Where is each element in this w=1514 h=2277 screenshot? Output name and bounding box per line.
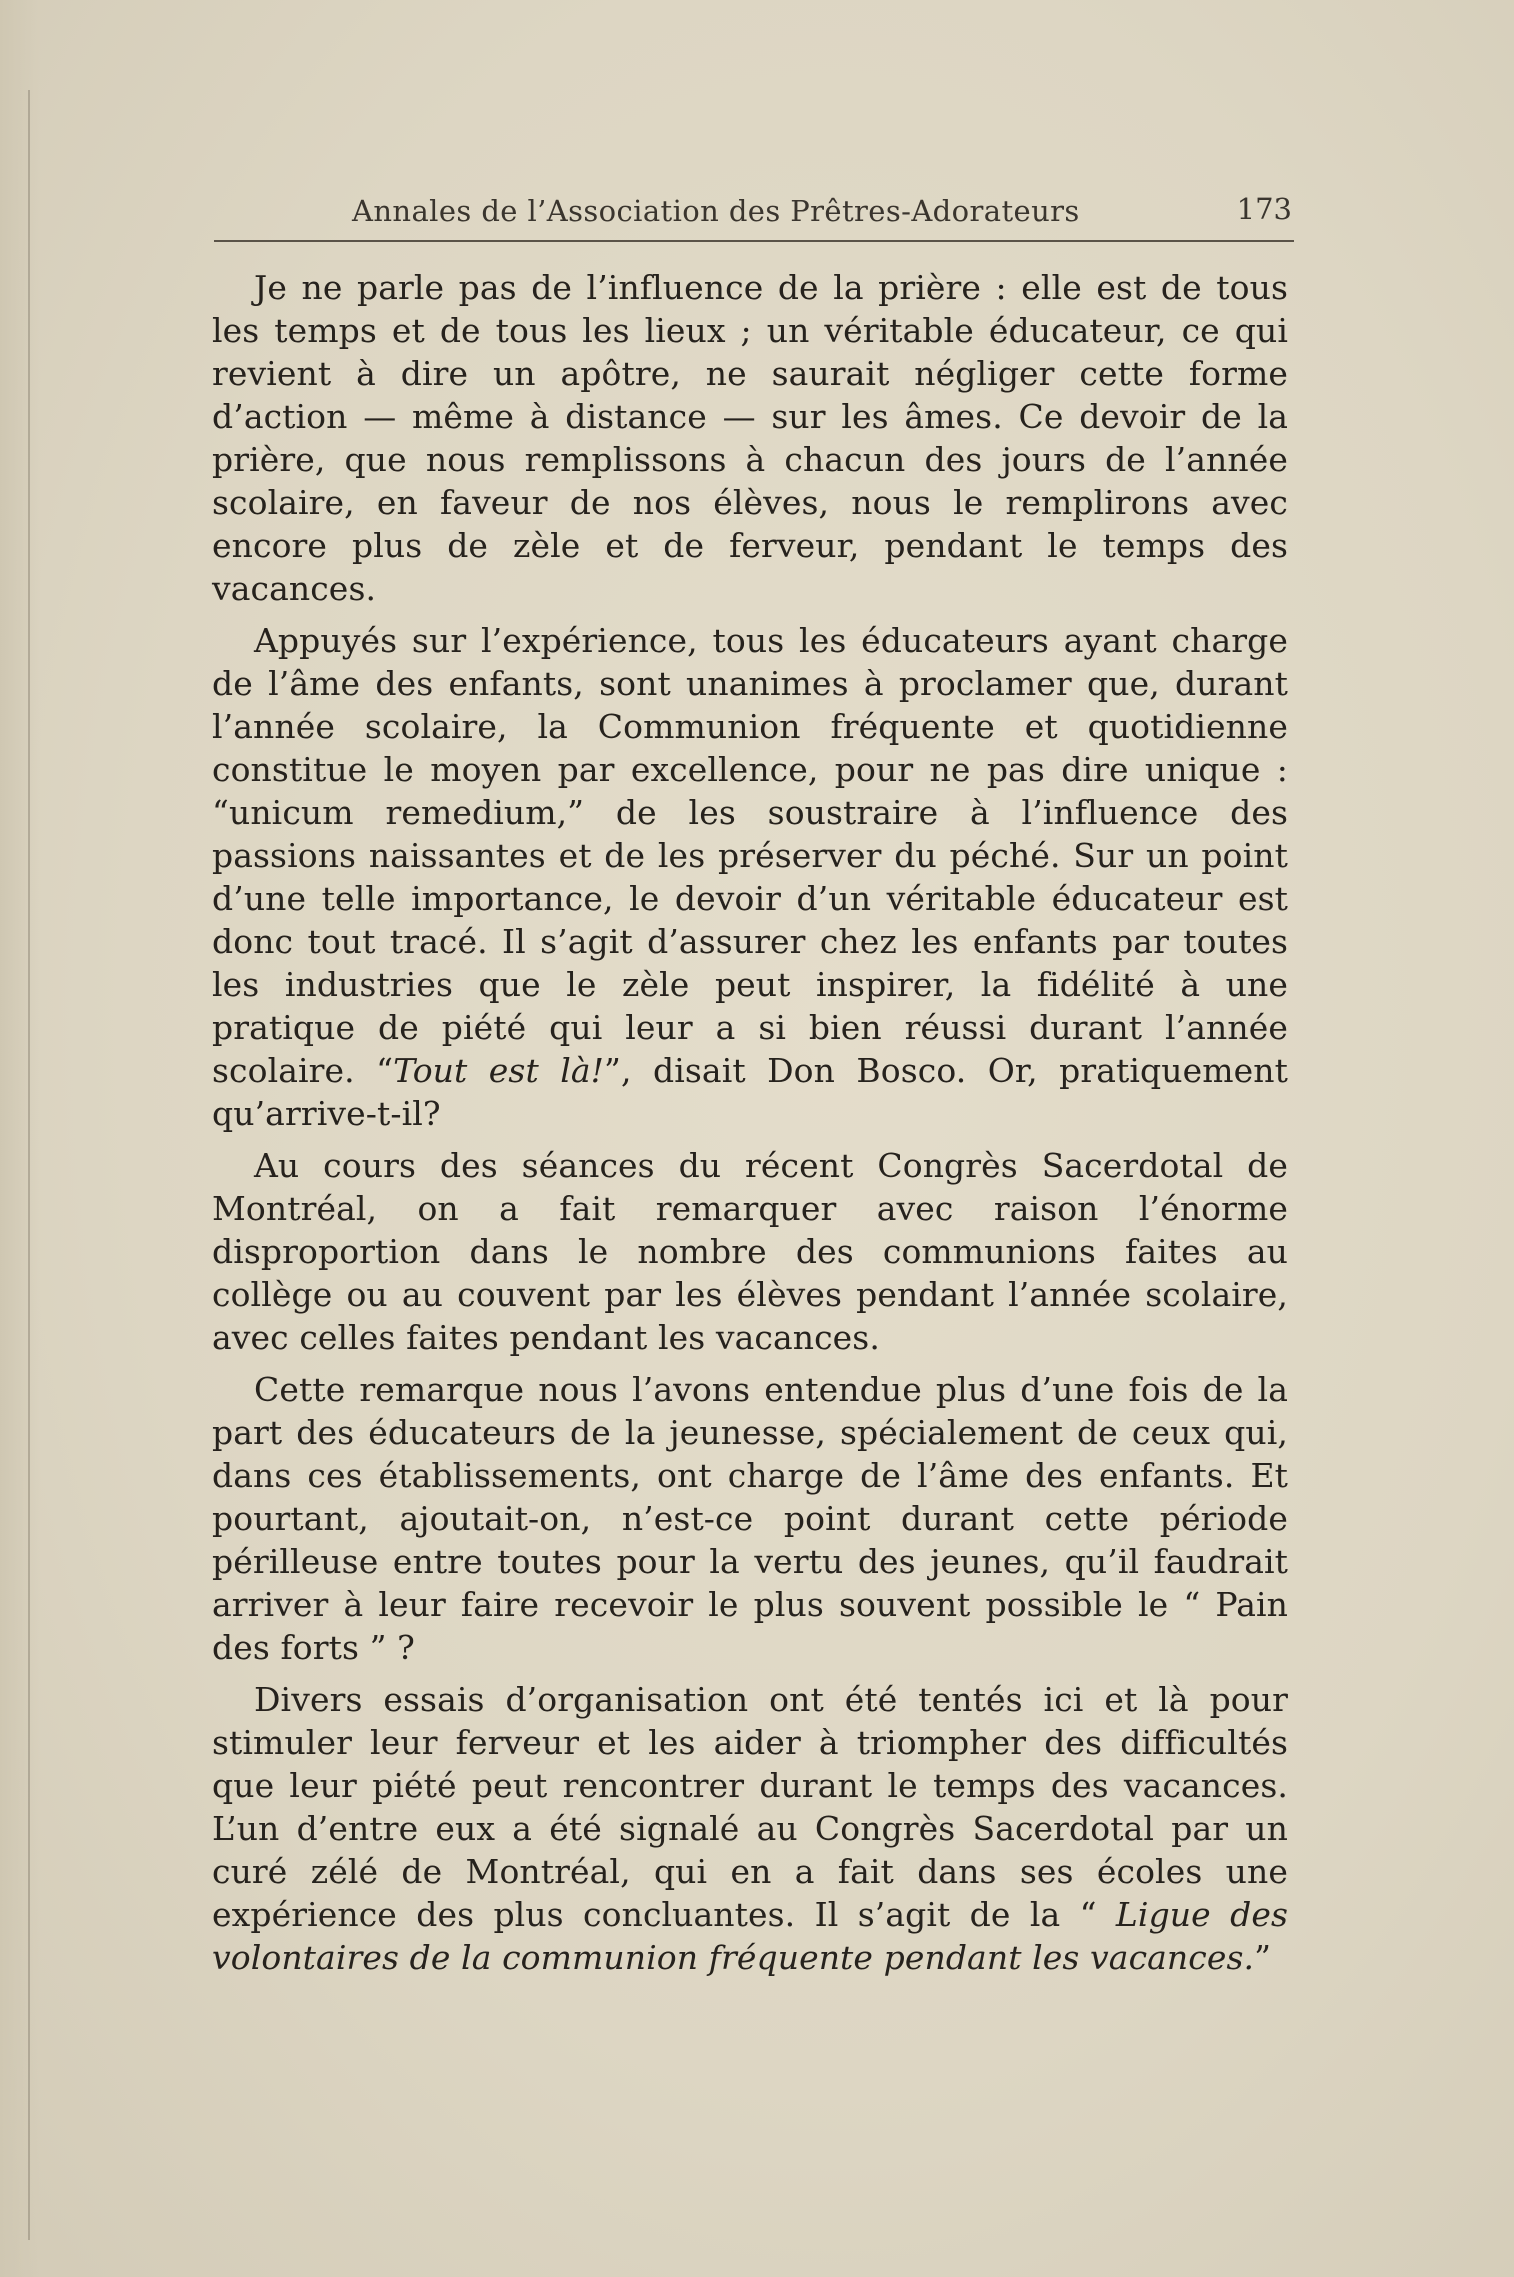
paragraph-3-text: Au cours des séances du récent Congrès Sacerdotal de Montréal, on a fait remarquer avec raison l’énorme disproportion dans le nombre des communions faites au collège ou au couvent par les élèves pendant l’année scolaire, avec celles faites pendant les vacances. [212,1146,1288,1357]
paragraph-3 [212,1144,1288,1359]
header-rule [214,240,1294,242]
paragraph-5-italic-title: Ligue des volontaires de la communion fréquente pendant les vacances. [212,1895,1288,1977]
page-binding-edge [28,90,30,2240]
paragraph-4 [212,1368,1288,1669]
paragraph-1-text: Je ne parle pas de l’influence de la prière : elle est de tous les temps et de tous les lieux ; un véritable éducateur, ce qui revient à dire un apôtre, ne saurait négliger cette forme d’action — même à distance — sur les âmes. Ce devoir de la prière, que nous remplissons à chacun des jours de l’année scolaire, en faveur de nos élèves, nous le remplirons avec encore plus de zèle et de ferveur, pendant le temps des vacances. [212,268,1288,608]
paragraph-5 [212,1678,1288,1979]
paragraph-5-text-after: ” [1254,1938,1272,1977]
paragraph-2-italic-quote: Tout est là! [393,1051,605,1090]
paragraph-2 [212,619,1288,1135]
paragraph-4-text: Cette remarque nous l’avons entendue plus d’une fois de la part des éducateurs de la jeunesse, spécialement de ceux qui, dans ces établissements, ont charge de l’âme des enfants. Et pourtant, ajoutait-on, n’est-ce point durant cette période périlleuse entre toutes pour la vertu des jeunes, qu’il faudrait arriver à leur faire recevoir le plus souvent possible le “ Pain des forts ” ? [212,1370,1288,1667]
paragraph-5-text-before: Divers essais d’organisation ont été tentés ici et là pour stimuler leur ferveur et les aider à triompher des difficultés que leur piété peut rencontrer durant le temps des vacances. L’un d’entre eux a été signalé au Congrès Sacerdotal par un curé zélé de Montréal, qui en a fait dans ses écoles une expérience des plus concluantes. Il s’agit de la “ [212,1680,1288,1934]
paragraph-1 [212,266,1288,610]
body-text [212,266,1288,1979]
running-header [214,186,1292,236]
paragraph-2-text-before: Appuyés sur l’expérience, tous les éducateurs ayant charge de l’âme des enfants, sont unanimes à proclamer que, durant l’année scolaire, la Communion fréquente et quotidienne constitue le moyen par excellence, pour ne pas dire unique : “unicum remedium,” de les soustraire à l’influence des passions naissantes et de les préserver du péché. Sur un point d’une telle importance, le devoir d’un véritable éducateur est donc tout tracé. Il s’agit d’assurer chez les enfants par toutes les industries que le zèle peut inspirer, la fidélité à une pratique de piété qui leur a si bien réussi durant l’année scolaire. “ [212,621,1288,1090]
page-number: 173 [1236,192,1292,226]
running-title: Annales de l’Association des Prêtres-Adorateurs [352,194,1080,228]
page-binding-shadow [0,0,40,2277]
paragraph-2-text-after: ”, disait Don Bosco. Or, pratiquement qu’arrive-t-il? [212,1051,1288,1133]
